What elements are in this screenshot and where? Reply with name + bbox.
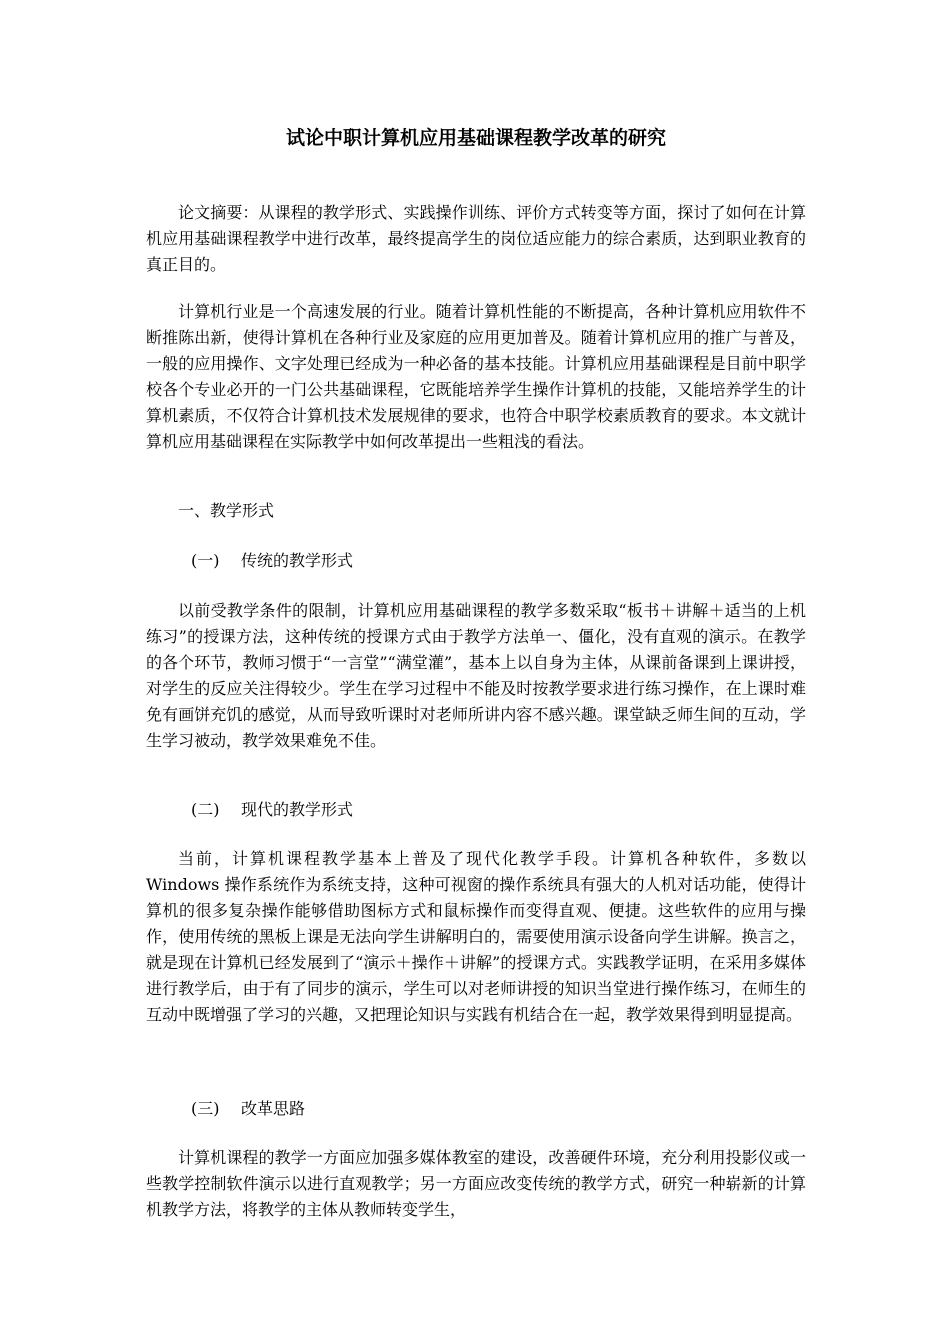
- abstract-paragraph: 论文摘要：从课程的教学形式、实践操作训练、评价方式转变等方面，探讨了如何在计算机应用基础课程教学中进行改革，最终提高学生的岗位适应能力的综合素质，达到职业教育的真正目的。: [146, 203, 806, 274]
- subsection-number: (一): [191, 551, 220, 570]
- subsection-heading-reform: [146, 1096, 851, 1122]
- document-title: 试论中职计算机应用基础课程教学改革的研究: [285, 127, 666, 149]
- traditional-teaching-paragraph: 以前受教学条件的限制，计算机应用基础课程的教学多数采取“板书＋讲解＋适当的上机练习”的授课方法，这种传统的授课方式由于教学方法单一、僵化，没有直观的演示。在教学的各个环节，教师习惯于“一言堂”“满堂灌”，基本上以自身为主体，从课前备课到上课讲授，对学生的反应关注得较少。学生在学习过程中不能及时按教学要求进行练习操作，在上课时难免有画饼充饥的感觉，从而导致听课时对老师所讲内容不感兴趣。课堂缺乏师生间的互动，学生学习被动，教学效果难免不佳。: [146, 601, 806, 750]
- intro-paragraph: 计算机行业是一个高速发展的行业。随着计算机性能的不断提高，各种计算机应用软件不断推陈出新，使得计算机在各种行业及家庭的应用更加普及。随着计算机应用的推广与普及，一般的应用操作、文字处理已经成为一种必备的基本技能。计算机应用基础课程是目前中职学校各个专业必开的一门公共基础课程，它既能培养学生操作计算机的技能，又能培养学生的计算机素质，不仅符合计算机技术发展规律的要求，也符合中职学校素质教育的要求。本文就计算机应用基础课程在实际教学中如何改革提出一些粗浅的看法。: [146, 302, 806, 451]
- subsection-title: 传统的教学形式: [241, 551, 354, 570]
- subsection-heading-modern: [146, 797, 851, 823]
- subsection-number: (二): [191, 800, 220, 819]
- section-heading-teaching-form: 一、教学形式: [178, 501, 275, 520]
- subsection-heading-traditional: [146, 548, 851, 574]
- modern-teaching-paragraph: 当前，计算机课程教学基本上普及了现代化教学手段。计算机各种软件，多数以 Windows 操作系统作为系统支持，这种可视窗的操作系统具有强大的人机对话功能，使得计算机的很多复杂操作能够借助图标方式和鼠标操作而变得直观、便捷。这些软件的应用与操作，使用传统的黑板上课是无法向学生讲解明白的，需要使用演示设备向学生讲解。换言之，就是现在计算机已经发展到了“演示＋操作＋讲解”的授课方式。实践教学证明，在采用多媒体进行教学后，由于有了同步的演示，学生可以对老师讲授的知识当堂进行操作练习，在师生的互动中既增强了学习的兴趣，又把理论知识与实践有机结合在一起，教学效果得到明显提高。: [146, 849, 806, 1024]
- subsection-number: (三): [191, 1099, 220, 1118]
- reform-ideas-paragraph: 计算机课程的教学一方面应加强多媒体教室的建设，改善硬件环境，充分利用投影仪或一些教学控制软件演示以进行直观教学；另一方面应改变传统的教学方式，研究一种崭新的计算机教学方法，将教学的主体从教师转变学生，: [146, 1148, 806, 1219]
- subsection-title: 现代的教学形式: [241, 800, 354, 819]
- subsection-title: 改革思路: [241, 1099, 306, 1118]
